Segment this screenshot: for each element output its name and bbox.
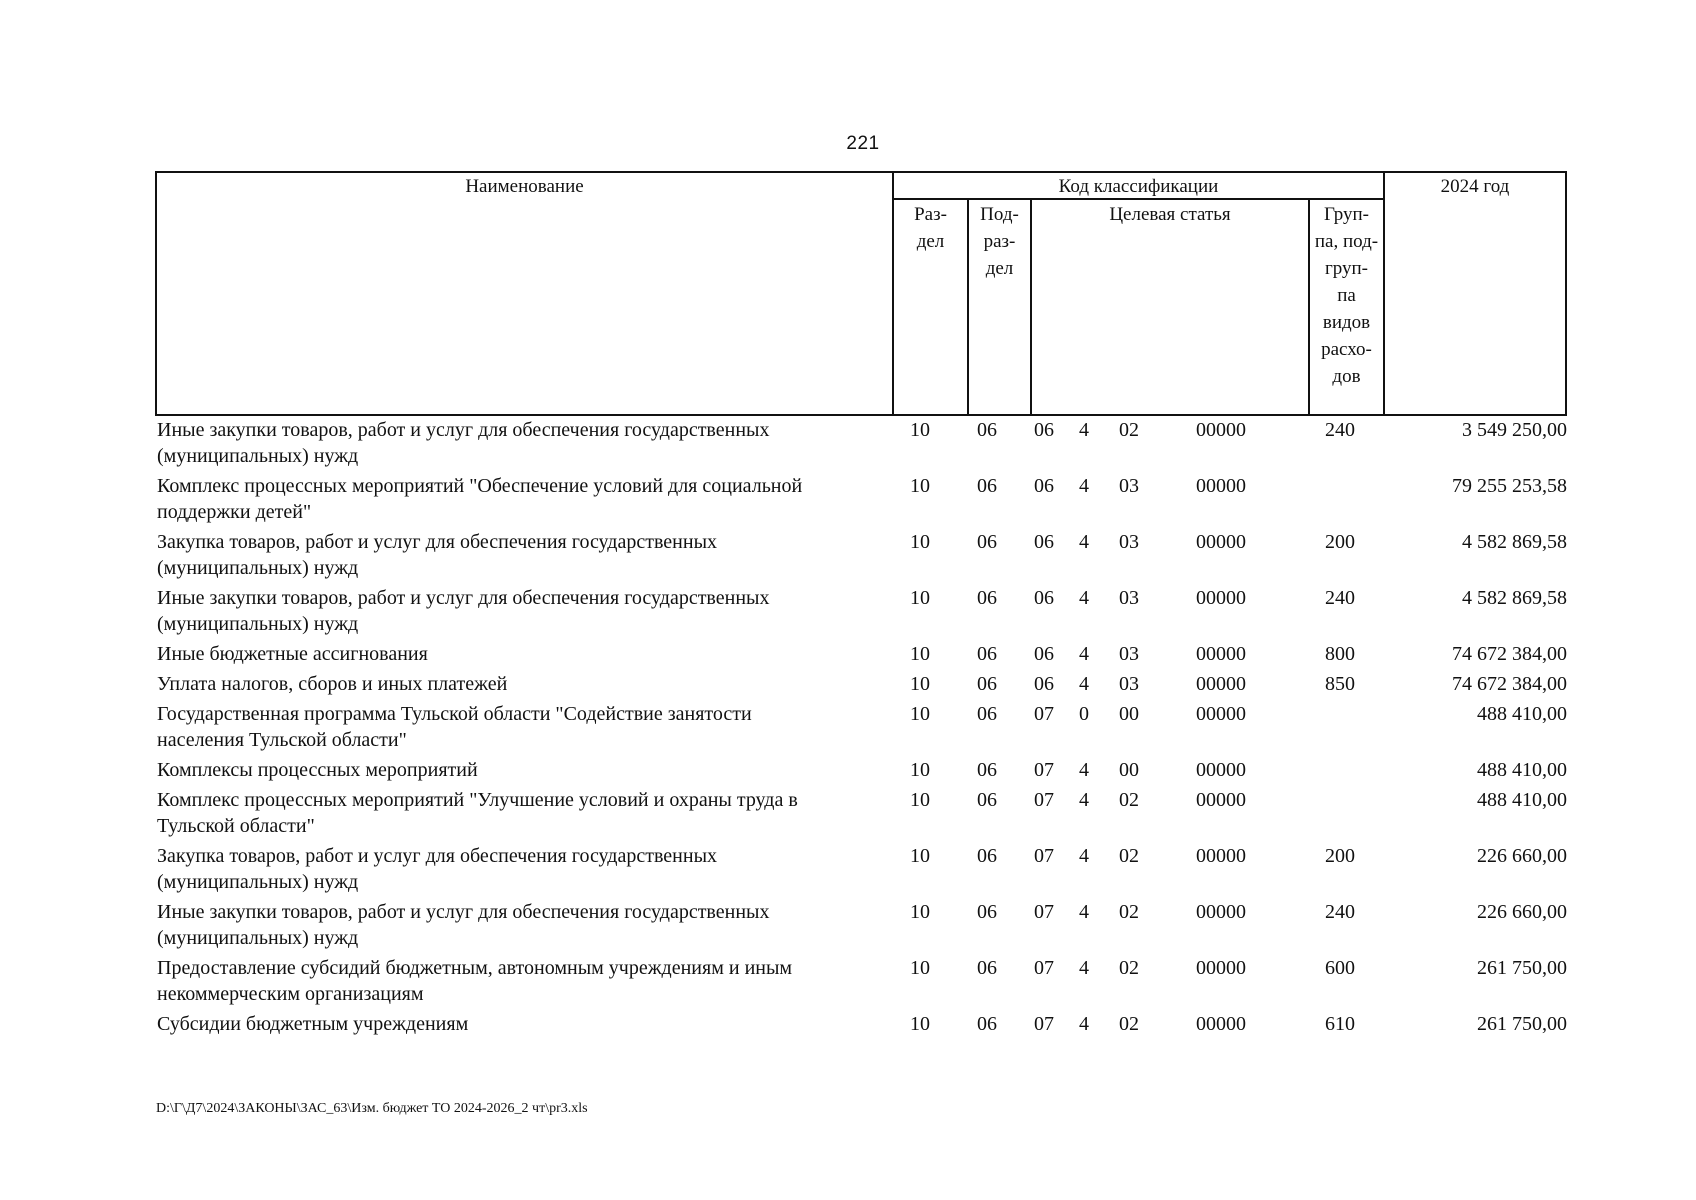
row-amount: 4 582 869,58: [1462, 531, 1567, 553]
row-target-type: 4: [1079, 673, 1089, 695]
header-line: па, под-: [1314, 231, 1379, 252]
row-razdel: 10: [910, 475, 930, 497]
row-podrazdel: 06: [977, 643, 997, 665]
row-target-direction: 00000: [1196, 673, 1246, 695]
row-target-type: 4: [1079, 789, 1089, 811]
row-target-subprogram: 02: [1119, 901, 1139, 923]
row-amount: 79 255 253,58: [1452, 475, 1567, 497]
row-razdel: 10: [910, 703, 930, 725]
page-number: 221: [846, 133, 880, 154]
row-podrazdel: 06: [977, 759, 997, 781]
row-target-subprogram: 03: [1119, 643, 1139, 665]
row-razdel: 10: [910, 759, 930, 781]
row-name-line: Тульской области": [157, 815, 315, 837]
row-target-program: 07: [1034, 703, 1054, 725]
row-razdel: 10: [910, 789, 930, 811]
row-amount: 226 660,00: [1477, 845, 1567, 867]
column-header-razdel: [894, 201, 967, 255]
header-line: расхо-: [1321, 339, 1372, 360]
row-amount: 3 549 250,00: [1462, 419, 1567, 441]
row-podrazdel: 06: [977, 419, 997, 441]
column-header-code: Код классификации: [1058, 176, 1219, 197]
row-target-direction: 00000: [1196, 901, 1246, 923]
header-line: видов: [1322, 312, 1371, 333]
column-header-group: [1310, 201, 1383, 390]
row-amount: 488 410,00: [1477, 703, 1567, 725]
row-name-line: Уплата налогов, сборов и иных платежей: [157, 673, 508, 695]
table-row: [157, 898, 1567, 954]
row-name-line: (муниципальных) нужд: [157, 871, 359, 893]
row-target-type: 4: [1079, 643, 1089, 665]
row-podrazdel: 06: [977, 845, 997, 867]
table-row: [157, 640, 1567, 670]
table-row: [157, 842, 1567, 898]
table-row: [157, 472, 1567, 528]
row-target-direction: 00000: [1196, 643, 1246, 665]
header-divider: [1383, 173, 1385, 416]
header-line: раз-: [983, 231, 1016, 252]
row-target-subprogram: 03: [1119, 531, 1139, 553]
table-row: [157, 584, 1567, 640]
row-target-program: 06: [1034, 587, 1054, 609]
table-row: [157, 756, 1567, 786]
row-razdel: 10: [910, 957, 930, 979]
row-amount: 74 672 384,00: [1452, 643, 1567, 665]
row-amount: 488 410,00: [1477, 759, 1567, 781]
row-podrazdel: 06: [977, 587, 997, 609]
row-expense-group: 610: [1325, 1013, 1355, 1035]
header-line: дел: [985, 258, 1014, 279]
row-target-direction: 00000: [1196, 789, 1246, 811]
table-row: [157, 954, 1567, 1010]
row-target-subprogram: 00: [1119, 703, 1139, 725]
column-header-target-article: Целевая статья: [1109, 204, 1231, 225]
row-podrazdel: 06: [977, 789, 997, 811]
row-target-direction: 00000: [1196, 957, 1246, 979]
row-razdel: 10: [910, 643, 930, 665]
row-target-type: 0: [1079, 703, 1089, 725]
row-target-subprogram: 03: [1119, 475, 1139, 497]
row-name-line: Комплекс процессных мероприятий "Обеспечение условий для социальной: [157, 475, 803, 497]
row-razdel: 10: [910, 845, 930, 867]
row-name: [157, 670, 857, 697]
row-name-line: Комплекс процессных мероприятий "Улучшение условий и охраны труда в: [157, 789, 798, 811]
row-target-direction: 00000: [1196, 845, 1246, 867]
table-row: [157, 786, 1567, 842]
row-name-line: Закупка товаров, работ и услуг для обеспечения государственных: [157, 845, 718, 867]
row-target-direction: 00000: [1196, 587, 1246, 609]
row-razdel: 10: [910, 587, 930, 609]
row-target-subprogram: 03: [1119, 673, 1139, 695]
row-razdel: 10: [910, 419, 930, 441]
header-line: па: [1337, 285, 1356, 306]
row-name: [157, 584, 857, 637]
row-expense-group: 850: [1325, 673, 1355, 695]
row-name-line: Государственная программа Тульской области "Содействие занятости: [157, 703, 752, 725]
column-header-year: 2024 год: [1440, 176, 1510, 197]
row-amount: 261 750,00: [1477, 957, 1567, 979]
row-expense-group: 200: [1325, 845, 1355, 867]
table-row: [157, 670, 1567, 700]
row-target-type: 4: [1079, 587, 1089, 609]
row-name: [157, 640, 857, 667]
header-line: груп-: [1324, 258, 1369, 279]
row-name: [157, 842, 857, 895]
header-line: Раз-: [914, 204, 947, 225]
row-razdel: 10: [910, 1013, 930, 1035]
header-line: дел: [916, 231, 945, 252]
footer-file-path: D:\Г\Д7\2024\ЗАКОНЫ\ЗАС_63\Изм. бюджет ТО 2024-2026_2 чт\pr3.xls: [156, 1101, 588, 1116]
row-name: [157, 700, 857, 753]
row-name-line: Субсидии бюджетным учреждениям: [157, 1013, 469, 1035]
row-target-program: 07: [1034, 1013, 1054, 1035]
row-target-type: 4: [1079, 419, 1089, 441]
row-podrazdel: 06: [977, 531, 997, 553]
row-target-program: 07: [1034, 845, 1054, 867]
row-target-direction: 00000: [1196, 703, 1246, 725]
row-target-program: 06: [1034, 673, 1054, 695]
row-target-subprogram: 00: [1119, 759, 1139, 781]
row-podrazdel: 06: [977, 703, 997, 725]
row-name: [157, 898, 857, 951]
row-name-line: Иные закупки товаров, работ и услуг для обеспечения государственных: [157, 587, 770, 609]
row-podrazdel: 06: [977, 475, 997, 497]
row-name-line: Иные бюджетные ассигнования: [157, 643, 428, 665]
row-target-type: 4: [1079, 1013, 1089, 1035]
row-name-line: Предоставление субсидий бюджетным, автономным учреждениям и иным: [157, 957, 793, 979]
row-target-direction: 00000: [1196, 531, 1246, 553]
row-name-line: (муниципальных) нужд: [157, 445, 359, 467]
row-target-subprogram: 03: [1119, 587, 1139, 609]
row-target-program: 07: [1034, 901, 1054, 923]
row-target-subprogram: 02: [1119, 419, 1139, 441]
row-target-program: 07: [1034, 759, 1054, 781]
row-target-type: 4: [1079, 759, 1089, 781]
row-amount: 74 672 384,00: [1452, 673, 1567, 695]
header-divider: [1030, 200, 1032, 416]
row-target-subprogram: 02: [1119, 957, 1139, 979]
row-expense-group: 240: [1325, 587, 1355, 609]
row-name: [157, 472, 857, 525]
row-name-line: Закупка товаров, работ и услуг для обеспечения государственных: [157, 531, 718, 553]
row-name: [157, 756, 857, 783]
row-name-line: Иные закупки товаров, работ и услуг для обеспечения государственных: [157, 901, 770, 923]
row-podrazdel: 06: [977, 957, 997, 979]
table-row: [157, 528, 1567, 584]
row-expense-group: 240: [1325, 419, 1355, 441]
row-razdel: 10: [910, 673, 930, 695]
row-target-subprogram: 02: [1119, 789, 1139, 811]
table-row: [157, 1010, 1567, 1040]
row-razdel: 10: [910, 531, 930, 553]
row-target-program: 07: [1034, 789, 1054, 811]
row-target-type: 4: [1079, 901, 1089, 923]
row-podrazdel: 06: [977, 1013, 997, 1035]
row-target-subprogram: 02: [1119, 845, 1139, 867]
row-target-program: 06: [1034, 643, 1054, 665]
row-target-direction: 00000: [1196, 1013, 1246, 1035]
row-expense-group: 800: [1325, 643, 1355, 665]
row-name-line: (муниципальных) нужд: [157, 927, 359, 949]
row-target-direction: 00000: [1196, 759, 1246, 781]
table-row: [157, 700, 1567, 756]
column-header-name: Наименование: [465, 176, 584, 197]
table-body: [157, 416, 1567, 1040]
row-podrazdel: 06: [977, 901, 997, 923]
row-expense-group: 240: [1325, 901, 1355, 923]
row-name-line: некоммерческим организациям: [157, 983, 424, 1005]
row-name-line: поддержки детей": [157, 501, 312, 523]
row-amount: 261 750,00: [1477, 1013, 1567, 1035]
row-name-line: (муниципальных) нужд: [157, 613, 359, 635]
row-amount: 4 582 869,58: [1462, 587, 1567, 609]
row-target-type: 4: [1079, 845, 1089, 867]
row-target-program: 06: [1034, 531, 1054, 553]
row-name-line: Комплексы процессных мероприятий: [157, 759, 478, 781]
row-name-line: населения Тульской области": [157, 729, 407, 751]
table-row: [157, 416, 1567, 472]
row-name: [157, 528, 857, 581]
header-line: дов: [1332, 366, 1361, 387]
row-expense-group: 200: [1325, 531, 1355, 553]
row-name: [157, 954, 857, 1007]
row-amount: 226 660,00: [1477, 901, 1567, 923]
row-name-line: (муниципальных) нужд: [157, 557, 359, 579]
row-name: [157, 416, 857, 469]
row-target-type: 4: [1079, 475, 1089, 497]
row-name: [157, 1010, 857, 1037]
column-header-podrazdel: [969, 201, 1030, 282]
header-line: Груп-: [1323, 204, 1370, 225]
row-expense-group: 600: [1325, 957, 1355, 979]
row-target-program: 06: [1034, 419, 1054, 441]
row-target-direction: 00000: [1196, 419, 1246, 441]
row-razdel: 10: [910, 901, 930, 923]
row-name-line: Иные закупки товаров, работ и услуг для обеспечения государственных: [157, 419, 770, 441]
row-target-type: 4: [1079, 531, 1089, 553]
row-amount: 488 410,00: [1477, 789, 1567, 811]
row-target-direction: 00000: [1196, 475, 1246, 497]
row-podrazdel: 06: [977, 673, 997, 695]
header-line: Под-: [980, 204, 1019, 225]
row-target-program: 07: [1034, 957, 1054, 979]
row-name: [157, 786, 857, 839]
row-target-type: 4: [1079, 957, 1089, 979]
row-target-subprogram: 02: [1119, 1013, 1139, 1035]
row-target-program: 06: [1034, 475, 1054, 497]
table-header: [155, 171, 1567, 416]
